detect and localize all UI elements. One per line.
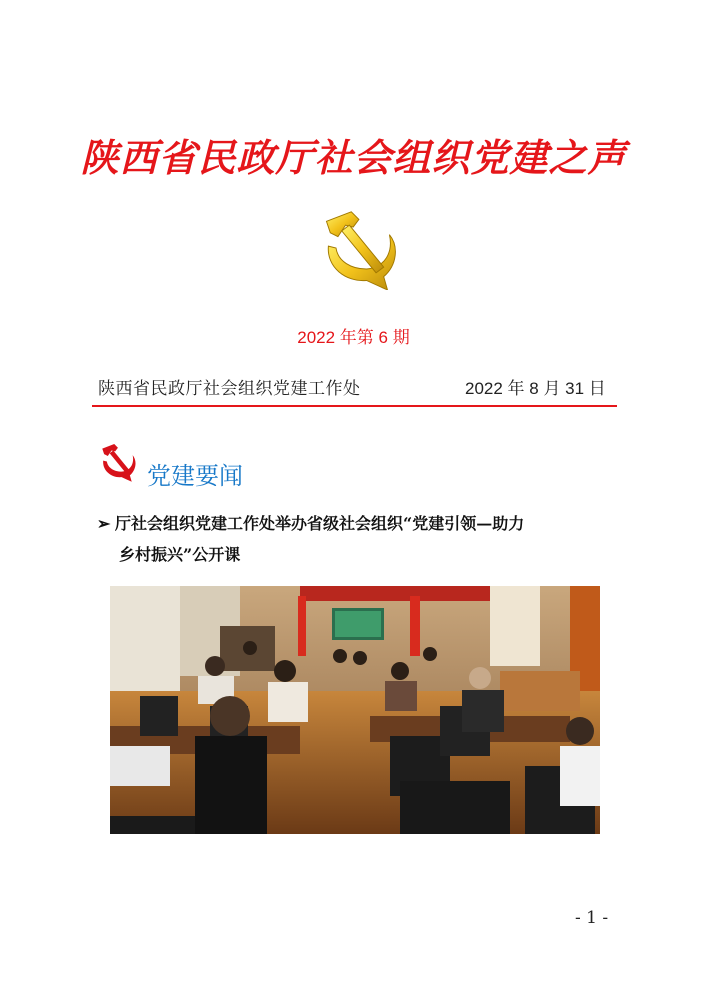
issue-number: 2022 年第 6 期 [297, 328, 410, 347]
headline-line-2: 乡村振兴”公开课 [119, 545, 241, 564]
masthead-title: 陕西省民政厅社会组织党建之声 [80, 135, 627, 180]
party-emblem-icon [309, 208, 405, 290]
arrow-bullet-icon: ➢ [97, 514, 111, 533]
news-headline [97, 508, 627, 570]
page-number: - 1 - [575, 908, 609, 928]
header-divider [92, 405, 617, 407]
party-emblem-small-icon [94, 441, 140, 483]
meeting-photo [110, 586, 600, 834]
issue-date: 2022 年 8 月 31 日 [465, 379, 606, 398]
section-title: 党建要闻 [147, 462, 243, 490]
issuer-name: 陕西省民政厅社会组织党建工作处 [98, 379, 361, 399]
headline-line-1: 厅社会组织党建工作处举办省级社会组织“党建引领—助力 [115, 514, 525, 533]
